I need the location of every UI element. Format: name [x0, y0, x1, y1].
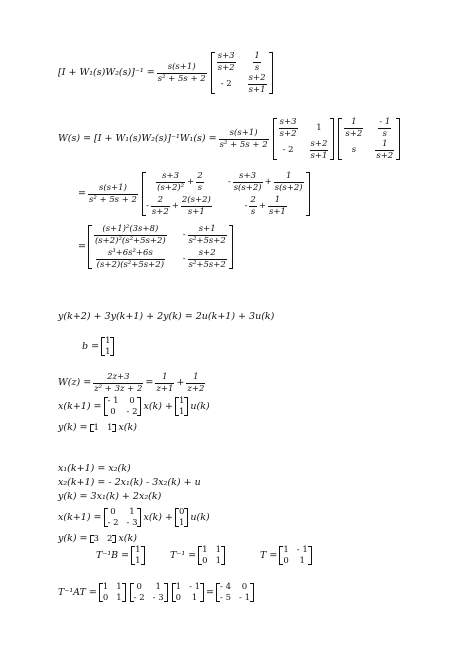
math-term: 1	[102, 582, 109, 592]
math-term: - 4	[220, 582, 231, 592]
math-term: (s+2)(s²+5s+2)	[96, 259, 165, 270]
math-term: - 3	[126, 517, 138, 528]
math-term: s+2	[248, 73, 266, 83]
math-term: W(s) = [I + W₁(s)W₂(s)]⁻¹W₁(s) =	[58, 133, 217, 145]
math-term: s+2	[345, 128, 363, 139]
math-term: 1	[106, 422, 113, 433]
math-term: z+2	[187, 383, 205, 394]
math-term: 0	[102, 592, 109, 603]
math-term: x(k)	[118, 533, 137, 544]
math-term: 1	[135, 545, 141, 555]
eq-lhs: [I + W₁(s)W₂(s)]⁻¹ =	[58, 67, 155, 79]
math-term: s+2	[310, 139, 328, 149]
math-term: - 2	[133, 592, 145, 603]
math-term: u(k)	[190, 400, 210, 412]
math-term: - 2	[220, 78, 232, 89]
math-term: 1	[382, 139, 388, 149]
math-term: - 1	[379, 117, 391, 127]
math-term: - 1	[189, 582, 201, 592]
math-term: 1	[299, 555, 305, 566]
math-term: s+1	[198, 224, 216, 234]
math-term: -	[182, 253, 186, 264]
math-term: s(s+1)	[229, 128, 258, 138]
matrix	[273, 118, 335, 160]
math-term: 1	[351, 117, 357, 127]
math-term: 0	[110, 507, 116, 517]
math-term: 0	[241, 582, 248, 592]
math-term: +	[187, 176, 195, 187]
math-term: s+1	[310, 150, 328, 161]
math-term: s	[250, 206, 256, 217]
matrix	[338, 118, 400, 160]
math-term: 2	[197, 171, 203, 181]
math-term: 1	[215, 555, 221, 566]
math-term: s(s+1)	[99, 183, 127, 193]
math-term: - 2	[126, 406, 138, 417]
scalar-fraction	[157, 63, 207, 83]
math-term: 0	[110, 406, 116, 417]
math-term: 1	[93, 422, 99, 433]
math-term: s+2	[198, 248, 216, 258]
math-term: 0	[179, 507, 185, 517]
math-term: x(k+1) =	[58, 511, 102, 523]
math-term: =	[78, 188, 86, 200]
math-term: x(k) +	[143, 400, 173, 412]
state-x2	[58, 478, 201, 488]
z-transfer-function	[58, 373, 207, 393]
math-term: s+1	[248, 84, 266, 95]
math-term: b =	[82, 340, 100, 352]
math-term: s+2	[217, 62, 235, 73]
equation-expanded	[78, 172, 312, 216]
math-term: s	[254, 62, 260, 73]
output-equation-companion	[58, 534, 137, 544]
math-term: s+1	[268, 206, 286, 217]
math-term: 2z+3	[107, 372, 130, 382]
math-term: s	[197, 182, 203, 193]
math-term: 1	[155, 582, 161, 592]
math-term: -	[227, 176, 231, 187]
math-term: s+3	[162, 171, 180, 181]
math-term: s	[382, 128, 387, 139]
math-term: x₁(k+1) = x₂(k)	[58, 463, 131, 474]
math-term: 1	[179, 517, 185, 528]
math-term: +	[171, 200, 179, 211]
math-term: 1	[116, 582, 122, 592]
math-term: +	[176, 377, 185, 389]
math-term: y(k) =	[58, 533, 88, 544]
math-term: - 5	[220, 592, 231, 603]
equation-final-matrix	[78, 225, 235, 269]
math-term: 2	[250, 195, 256, 205]
math-term: y(k+2) + 3y(k+1) + 2y(k) = 2u(k+1) + 3u(k)	[58, 311, 275, 322]
math-term: 1	[179, 406, 185, 417]
math-term: s³+6s²+6s	[107, 248, 153, 258]
math-term: 0	[202, 555, 208, 566]
math-term: T⁻¹AT =	[58, 586, 97, 598]
math-term: s+3	[279, 117, 297, 127]
math-term: T⁻¹ =	[170, 549, 197, 561]
math-term: - 1	[107, 396, 119, 406]
math-term: - 2	[282, 144, 294, 155]
math-term: s²+5s+2	[188, 235, 226, 246]
matrix	[142, 172, 310, 216]
similarity-transform	[58, 583, 256, 602]
math-term: s	[351, 144, 357, 155]
math-term: - 1	[296, 545, 308, 555]
math-term: s(s+2)	[274, 182, 303, 193]
output-y	[58, 492, 161, 502]
math-term: 0	[283, 555, 289, 566]
math-term: T⁻¹B =	[96, 549, 130, 561]
math-term: - 3	[152, 592, 164, 603]
equation-transfer-matrix	[58, 118, 402, 160]
math-term: 1	[283, 545, 289, 555]
math-term: s²+5s+2	[188, 259, 226, 270]
math-term: 0	[175, 592, 182, 603]
math-term: s+2	[279, 128, 297, 139]
math-term: 1	[254, 51, 260, 61]
math-term: 1	[105, 346, 111, 357]
transform-t	[260, 546, 314, 565]
math-term: z+1	[156, 383, 174, 394]
difference-equation	[58, 312, 274, 322]
math-term: 2	[157, 195, 163, 205]
math-term: s+3	[239, 171, 257, 181]
math-term: s² + 5s + 2	[157, 73, 206, 84]
vector-b	[82, 337, 116, 356]
matrix	[211, 52, 273, 94]
math-term: s+2	[376, 150, 394, 161]
state-x1	[58, 464, 131, 474]
math-term: 1	[285, 171, 292, 181]
math-term: - 1	[239, 592, 250, 603]
math-term: 1	[274, 195, 281, 205]
math-term: T =	[260, 549, 278, 561]
math-term: 1	[135, 555, 141, 566]
math-term: -	[145, 200, 149, 211]
math-term: u(k)	[190, 511, 210, 523]
math-term: 2(s+2)	[181, 195, 211, 205]
math-term: x(k) +	[143, 511, 173, 523]
math-term: =	[206, 586, 215, 598]
math-term: 1	[175, 582, 182, 592]
math-term: s+2	[151, 206, 169, 217]
math-term: y(k) = 3x₁(k) + 2x₂(k)	[58, 491, 162, 502]
transform-tinvb	[96, 546, 147, 565]
math-term: x(k+1) =	[58, 400, 102, 412]
math-term: (s+2)²	[157, 182, 185, 193]
math-term: 2	[106, 533, 113, 544]
math-term: 1	[193, 372, 199, 382]
math-term: s² + 5s + 2	[219, 139, 268, 150]
math-term: 1	[316, 122, 322, 133]
math-term: 0	[136, 582, 142, 592]
math-term: y(k) =	[58, 422, 88, 433]
math-term: -	[244, 200, 248, 211]
math-term: 1	[105, 336, 111, 346]
math-term: 0	[129, 396, 135, 406]
math-term: s+3	[217, 51, 235, 61]
math-term: +	[258, 200, 266, 211]
equation-inverse	[58, 52, 275, 94]
math-term: z² + 3z + 2	[94, 383, 143, 394]
math-term: 1	[129, 507, 135, 517]
state-equation-companion	[58, 508, 210, 527]
math-term: s(s+1)	[167, 62, 196, 72]
math-term: 3	[93, 533, 99, 544]
transform-tinv	[170, 546, 227, 565]
output-equation-diagonal	[58, 423, 137, 433]
math-term: s(s+2)	[233, 182, 262, 193]
math-term: 1	[215, 545, 221, 555]
math-term: W(z) =	[58, 377, 92, 389]
math-term: (s+2)²(s²+5s+2)	[94, 235, 166, 246]
math-term: 1	[179, 396, 185, 406]
math-term: 1	[202, 545, 208, 555]
math-term: s² + 5s + 2	[88, 194, 137, 205]
math-term: (s+1)²(3s+8)	[102, 224, 159, 234]
math-term: =	[78, 241, 86, 253]
math-term: - 2	[107, 517, 119, 528]
math-term: -	[182, 229, 186, 240]
math-term: =	[145, 377, 154, 389]
math-term: +	[264, 176, 272, 187]
state-equation-diagonal	[58, 397, 210, 416]
math-term: x₂(k+1) = - 2x₁(k) - 3x₂(k) + u	[58, 477, 201, 488]
math-term: s+1	[187, 206, 205, 217]
math-term: 1	[162, 372, 168, 382]
matrix	[88, 225, 233, 269]
math-term: x(k)	[118, 422, 137, 433]
math-term: 1	[191, 592, 198, 603]
math-term: 1	[116, 592, 122, 603]
